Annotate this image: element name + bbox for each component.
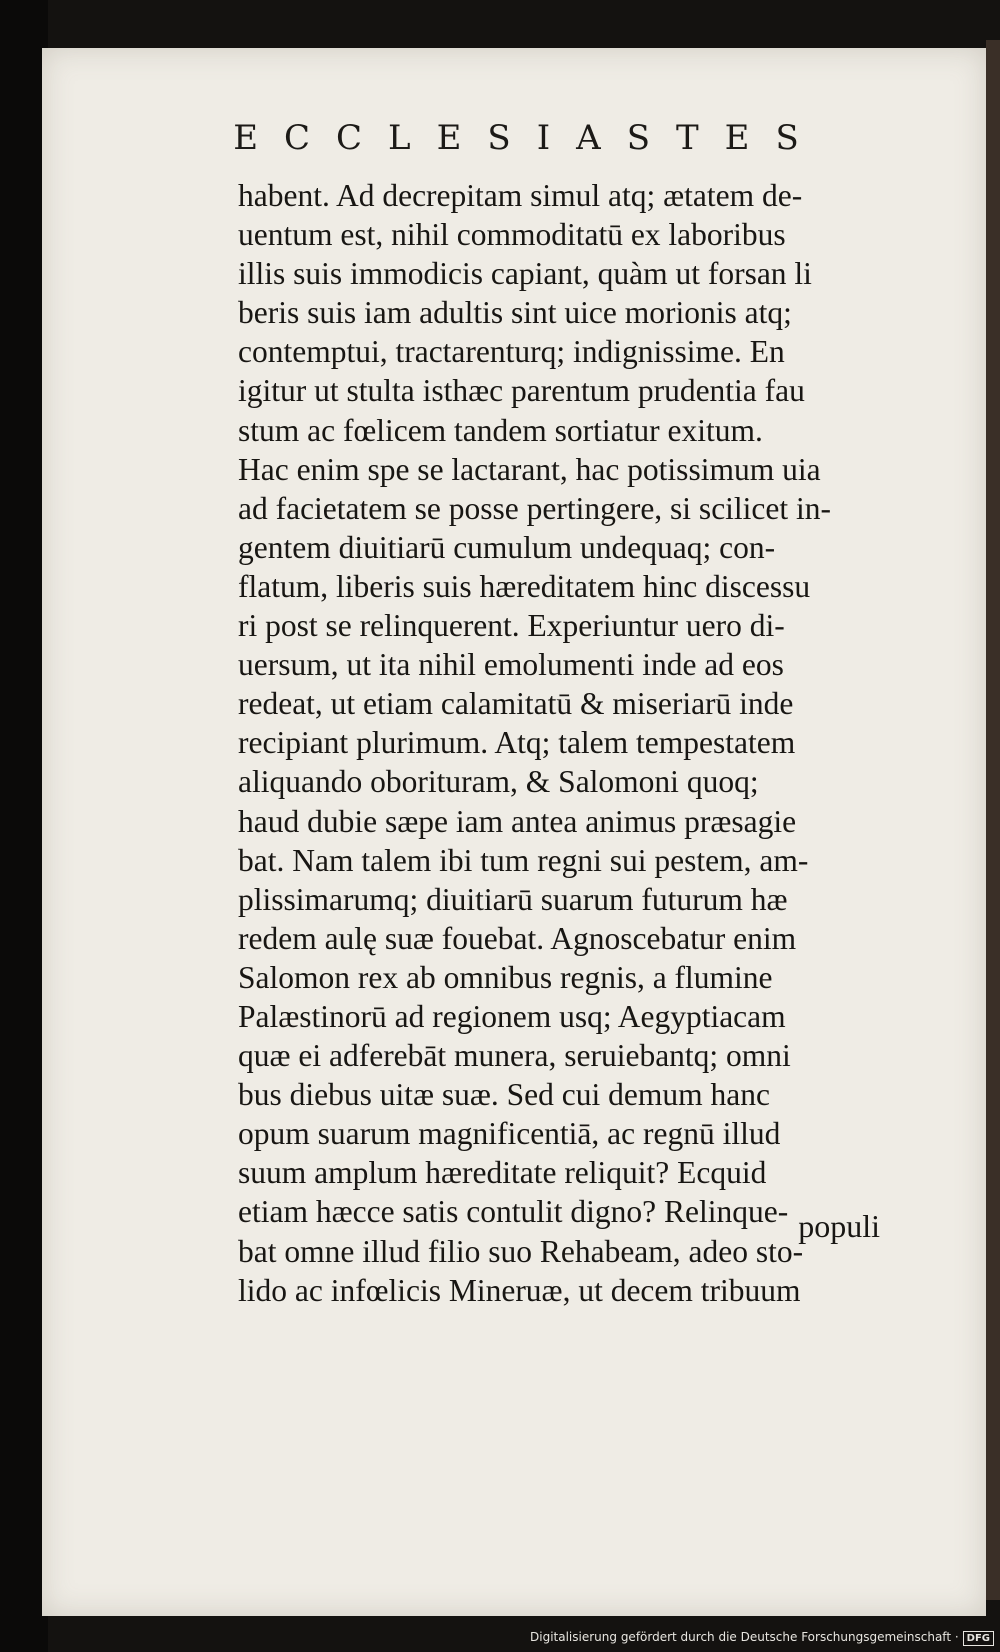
text-line: suum amplum hæreditate reliquit? Ecquid [238,1155,767,1191]
text-line: opum suarum magnificentiā, ac regnū illud [238,1116,781,1152]
text-line: haud dubie sæpe iam antea animus præsagie [238,803,797,839]
text-line: uersum, ut ita nihil emolumenti inde ad eos [238,647,784,683]
credit-text: Digitalisierung gefördert durch die Deutsche Forschungsgemeinschaft · [530,1630,959,1644]
text-line: bus diebus uitæ suæ. Sed cui demum hanc [238,1077,770,1113]
running-head: ECCLESIASTES [233,118,825,158]
text-line: gentem diuitiarū cumulum undequaq; con- [238,529,776,565]
text-line: Palæstinorū ad regionem usq; Aegyptiacam [238,998,786,1034]
book-page [42,48,986,1616]
book-cover-edge [986,40,1000,1600]
text-line: Salomon rex ab omnibus regnis, a flumine [238,959,773,995]
text-line: quæ ei adferebāt munera, seruiebantq; omni [238,1038,791,1074]
text-line: beris suis iam adultis sint uice morionis atq; [238,295,792,331]
text-line: redeat, ut etiam calamitatū & miseriarū inde [238,686,794,722]
text-line: uentum est, nihil commoditatū ex laboribus [238,217,786,253]
text-line: stum ac fœlicem tandem sortiatur exitum. [238,412,763,448]
text-line: redem aulę suæ fouebat. Agnoscebatur enim [238,920,797,956]
text-line: habent. Ad decrepitam simul atq; ætatem de- [238,178,803,213]
book-spine-shadow [0,0,48,1652]
text-line: ad facietatem se posse pertingere, si scilicet in- [238,490,832,526]
text-line: plissimarumq; diuitiarū suarum futurum hæ [238,881,788,917]
catchword: populi [798,1208,880,1244]
text-line: etiam hæcce satis contulit digno? Relinque- [238,1194,789,1230]
text-line: bat omne illud filio suo Rehabeam, adeo sto- [238,1233,804,1269]
text-line: contemptui, tractarenturq; indignissime. En [238,334,785,370]
text-line: igitur ut stulta isthæc parentum prudentia fau [238,373,805,409]
text-line: flatum, liberis suis hæreditatem hinc discessu [238,568,811,604]
text-line: ri post se relinquerent. Experiuntur uero di- [238,608,785,644]
dfg-logo: DFG [963,1631,994,1646]
text-line: bat. Nam talem ibi tum regni sui pestem, am- [238,842,809,878]
text-line: lido ac infœlicis Mineruæ, ut decem tribuum [238,1272,801,1308]
text-line: illis suis immodicis capiant, quàm ut forsan li [238,256,812,292]
body-text [238,176,928,1310]
text-line: recipiant plurimum. Atq; talem tempestatem [238,725,796,761]
text-line: Hac enim spe se lactarant, hac potissimum uia [238,451,821,487]
text-line: aliquando oborituram, & Salomoni quoq; [238,764,759,800]
digitization-credit [530,1630,994,1646]
